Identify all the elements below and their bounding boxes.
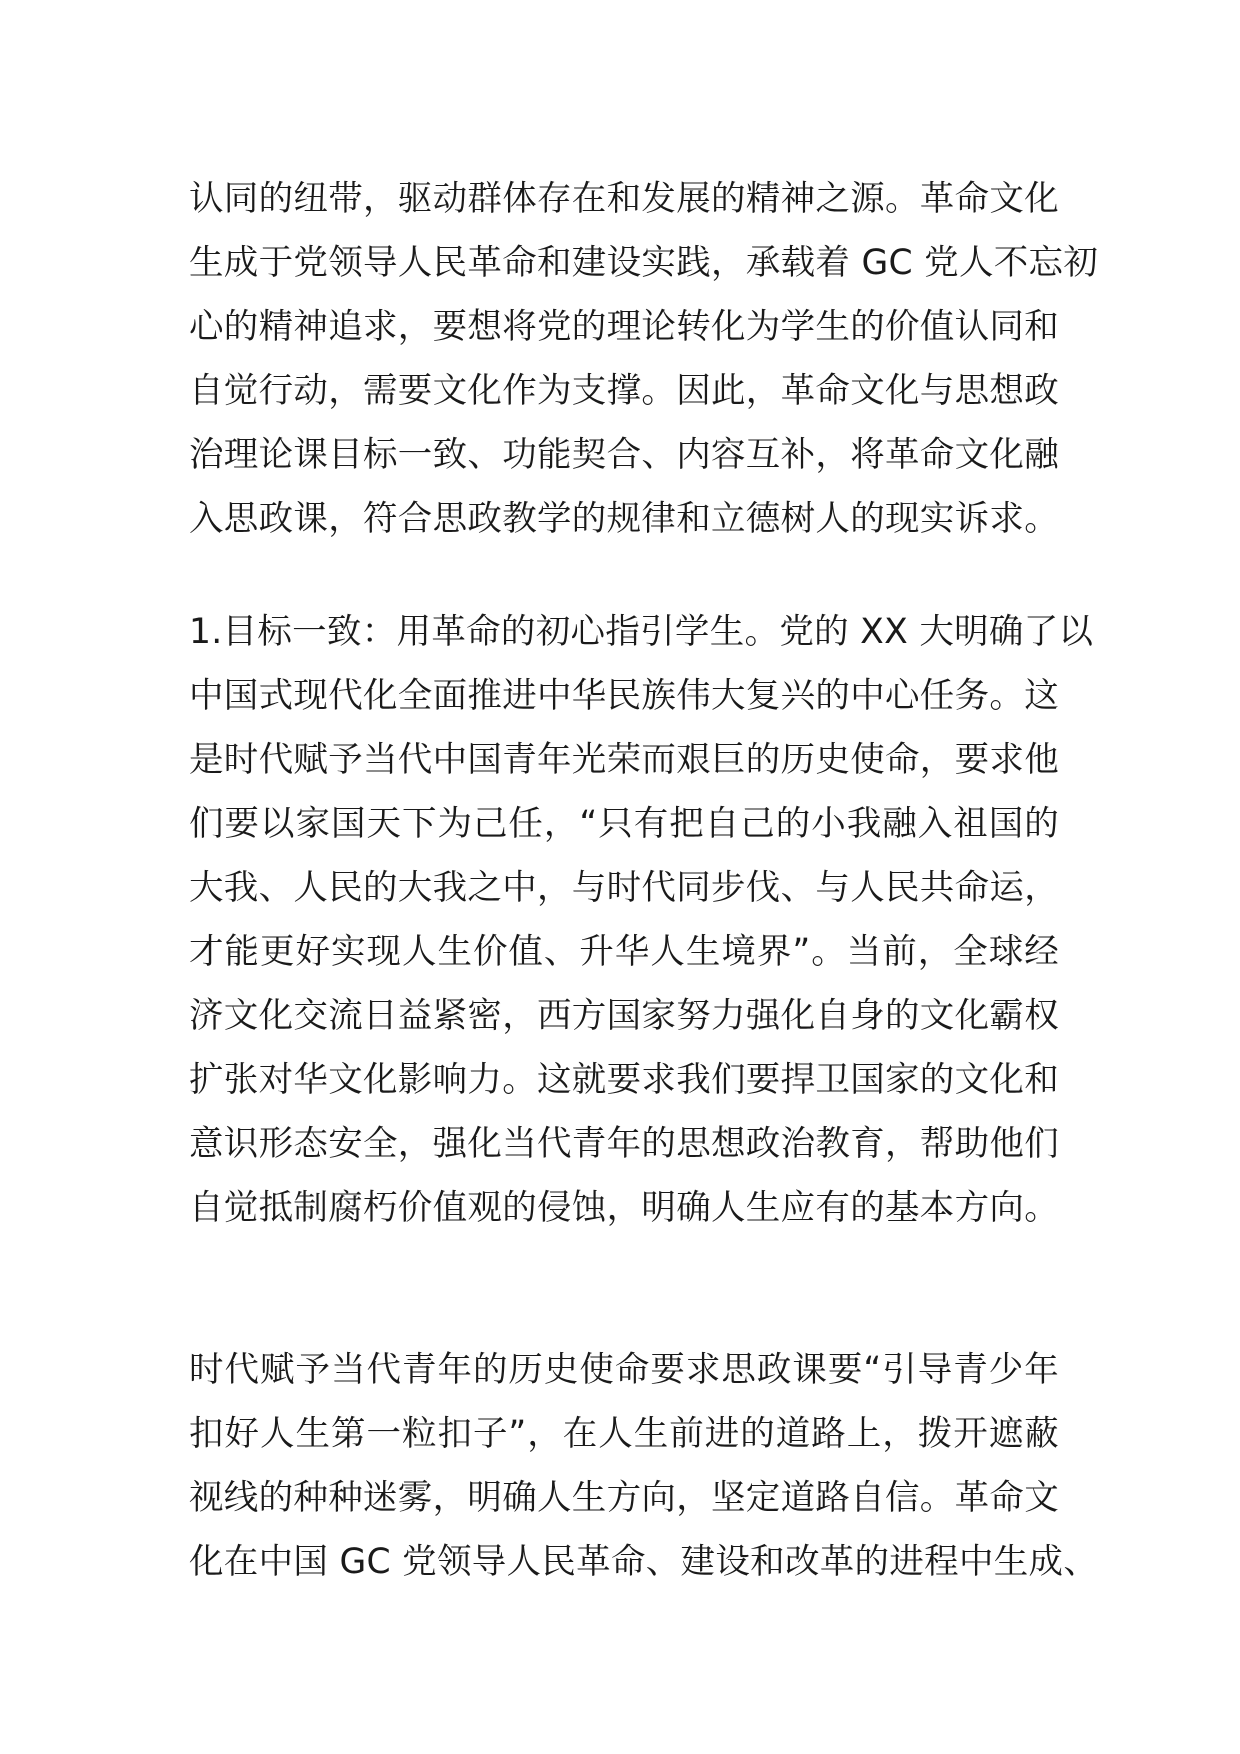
text-line: 自觉行动，需要文化作为支撑。因此，革命文化与思想政 xyxy=(189,371,1059,411)
text-line: 1.目标一致：用革命的初心指引学生。党的 XX 大明确了以 xyxy=(189,612,1094,652)
text-line: 中国式现代化全面推进中华民族伟大复兴的中心任务。这 xyxy=(189,676,1059,716)
paragraph-2 xyxy=(189,600,1094,1240)
text-line: 入思政课，符合思政教学的规律和立德树人的现实诉求。 xyxy=(189,499,1059,539)
text-line: 视线的种种迷雾，明确人生方向，坚定道路自信。革命文 xyxy=(189,1478,1059,1518)
text-line: 才能更好实现人生价值、升华人生境界”。当前，全球经 xyxy=(189,932,1059,972)
paragraph-1 xyxy=(189,167,1099,551)
text-line: 是时代赋予当代中国青年光荣而艰巨的历史使命，要求他 xyxy=(189,740,1059,780)
text-line: 化在中国 GC 党领导人民革命、建设和改革的进程中生成、 xyxy=(189,1542,1099,1582)
text-line: 们要以家国天下为己任，“只有把自己的小我融入祖国的 xyxy=(189,804,1059,844)
text-line: 扣好人生第一粒扣子”，在人生前进的道路上，拨开遮蔽 xyxy=(189,1414,1059,1454)
text-line: 济文化交流日益紧密，西方国家努力强化自身的文化霸权 xyxy=(189,996,1059,1036)
text-line: 自觉抵制腐朽价值观的侵蚀，明确人生应有的基本方向。 xyxy=(189,1188,1059,1228)
text-line: 认同的纽带，驱动群体存在和发展的精神之源。革命文化 xyxy=(189,179,1059,219)
text-line: 扩张对华文化影响力。这就要求我们要捍卫国家的文化和 xyxy=(189,1060,1059,1100)
text-line: 心的精神追求，要想将党的理论转化为学生的价值认同和 xyxy=(189,307,1059,347)
text-line: 生成于党领导人民革命和建设实践，承载着 GC 党人不忘初 xyxy=(189,243,1099,283)
text-line: 大我、人民的大我之中，与时代同步伐、与人民共命运， xyxy=(189,868,1059,908)
text-line: 治理论课目标一致、功能契合、内容互补，将革命文化融 xyxy=(189,435,1059,475)
text-line: 时代赋予当代青年的历史使命要求思政课要“引导青少年 xyxy=(189,1350,1059,1390)
paragraph-3 xyxy=(189,1338,1099,1594)
text-line: 意识形态安全，强化当代青年的思想政治教育，帮助他们 xyxy=(189,1124,1059,1164)
